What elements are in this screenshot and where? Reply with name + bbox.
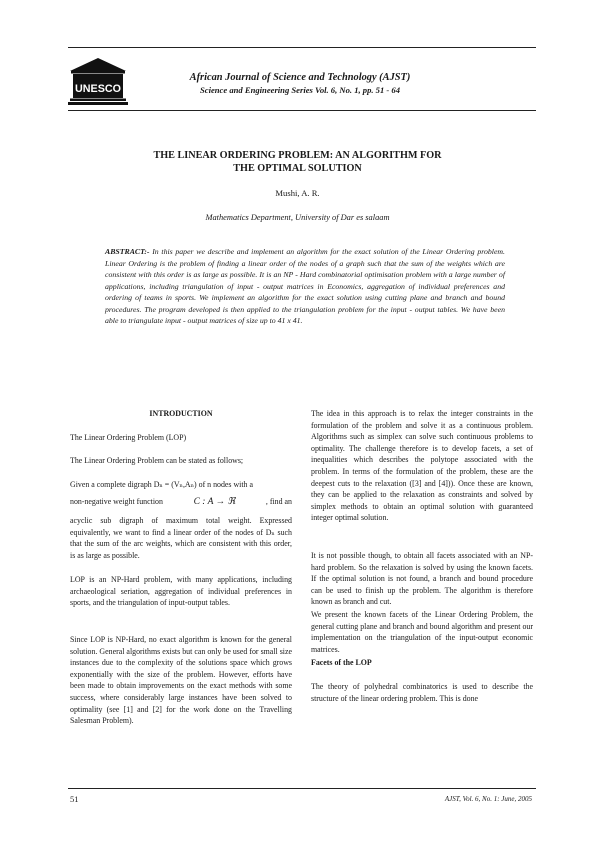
author: Mushi, A. R. [275, 188, 320, 198]
section-heading-facets: Facets of the LOP [311, 658, 372, 667]
unesco-logo [68, 56, 128, 106]
intro-paragraph-4: Since LOP is NP-Hard, no exact algorithm is known for the general solution. General algorithms exists but can only be used for small size instances due to the complexity of the solutions space which grows exponentially with the size of the problem. However, efforts have been made to obtain improvements on the exact methods with some success, where considerably large instances have been solved to optimality (see [1] and [2] for the work done on the Travelling Salesman Problem). [70, 635, 292, 726]
digraph-definition-line: Given a complete digraph Dₙ = (Vₙ,Aₙ) of n nodes with a [70, 480, 253, 489]
journal-title: African Journal of Science and Technology (AJST) [189, 72, 411, 83]
footer-reference: AJST, Vol. 6, No. 1: June, 2005 [444, 795, 532, 803]
right-paragraph-3: We present the known facets of the Linear Ordering Problem, the general cutting plane and branch and bound algorithm and present our implementation on the triangulation of the input-output economic matrices. [311, 610, 533, 654]
abstract-label: ABSTRACT:- [105, 247, 150, 256]
paper-title-line-2: THE OPTIMAL SOLUTION [233, 162, 362, 174]
section-heading-introduction: INTRODUCTION [149, 409, 213, 418]
right-paragraph-1: The idea in this approach is to relax the integer constraints in the formulation of the problem and solve it as a continuous problem. Algorithms such as simplex can solve such continuous problems to optimality. The challenge therefore is to develop facets, a set of inequalities which describes the polytope associated with the problem. In terms of the formulation of the problem, these are the deepest cuts to the relaxation ([3] and [4])). Once these are known, they can be applied to the relaxation as constraints and solved by simplex methods to obtain an optimal solution with guaranteed integer optimal solution. [311, 409, 533, 523]
weight-function-text: non-negative weight function [70, 497, 163, 506]
header-bottom-rule [68, 110, 536, 111]
weight-function-text-end: , find an [265, 497, 292, 506]
header-top-rule [68, 47, 536, 48]
abstract [105, 246, 505, 327]
footer-rule [68, 788, 536, 789]
paper-title-line-1: THE LINEAR ORDERING PROBLEM: AN ALGORITHM FOR [153, 150, 442, 161]
intro-paragraph-3: LOP is an NP-Hard problem, with many applications, including archaeological seriation, aggregation of individual preferences in sports, and the triangulation of input-output tables. [70, 575, 292, 608]
journal-series: Science and Engineering Series Vol. 6, No. 1, pp. 51 - 64 [199, 85, 401, 95]
paper-title [110, 150, 485, 175]
weight-function-formula: C : A → ℜ [193, 497, 236, 507]
logo-text: UNESCO [75, 83, 122, 95]
weight-function-line [70, 496, 292, 509]
right-paragraph-2: It is not possible though, to obtain all facets associated with an NP-hard problem. So the relaxation is solved by using the known facets. If the optimal solution is not found, a branch and bound procedure can be used to finish up the problem. The algorithm is therefore known as branch and cut. [311, 551, 533, 607]
intro-paragraph-2: acyclic sub digraph of maximum total weight. Expressed equivalently, we want to find a linear order of the nodes of Dₙ such that the sum of the arc weights, which are consistent with this order, is as large as possible. [70, 516, 292, 560]
lop-subheading: The Linear Ordering Problem (LOP) [70, 433, 187, 442]
intro-paragraph-1: The Linear Ordering Problem can be stated as follows; [70, 456, 244, 465]
affiliation: Mathematics Department, University of Dar es salaam [205, 213, 390, 222]
abstract-text: In this paper we describe and implement an algorithm for the exact solution of the Linear Ordering problem. Linear Ordering is the problem of finding a linear order of the nodes of a graph such that the sum of the weights which are consistent with this order is as large as possible. It is an NP - Hard combinatorial optimisation problem with a large number of applications, including triangulation of input - output matrices in Economics, aggregation of individual preferences and ordering of teams in sports. We implement an algorithm for the exact solution using cutting plane and branch and bound procedures. The program developed is then applied to the triangulation problem for the input - output tables. We have been able to triangulate input - output matrices of size up to 41 x 41. [105, 247, 505, 326]
page-number: 51 [70, 794, 79, 804]
right-paragraph-4: The theory of polyhedral combinatorics is used to describe the structure of the linear ordering problem. This is done [311, 682, 533, 703]
